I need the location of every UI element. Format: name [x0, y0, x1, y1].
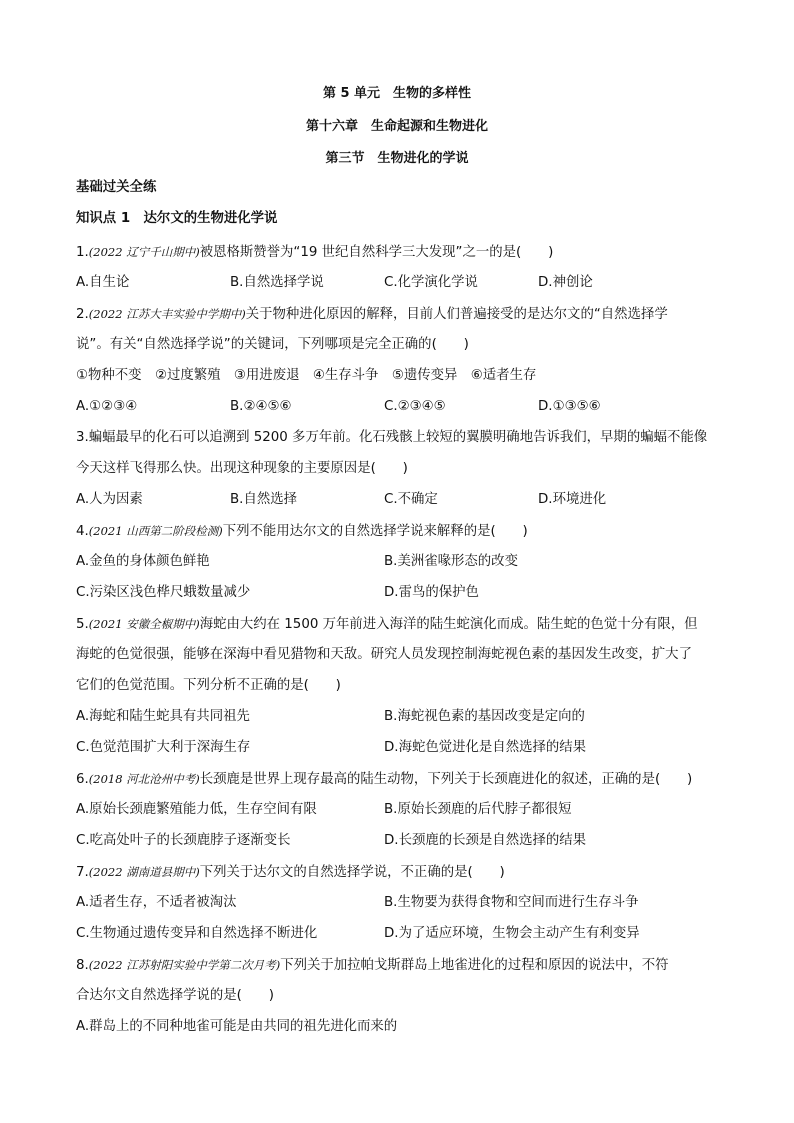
option-a[interactable]: A.原始长颈鹿繁殖能力低，生存空间有限 [76, 802, 317, 817]
question-stem-line: 它们的色觉范围。下列分析不正确的是( ) [76, 678, 341, 693]
question-7 [76, 860, 726, 953]
option-c[interactable]: C.色觉范围扩大利于深海生存 [76, 740, 251, 755]
option-c[interactable]: C.化学演化学说 [384, 275, 478, 290]
option-a[interactable]: A.①②③④ [76, 399, 138, 414]
option-a[interactable]: A.自生论 [76, 275, 130, 290]
question-6 [76, 767, 726, 860]
option-a[interactable]: A.群岛上的不同种地雀可能是由共同的祖先进化而来的 [76, 1019, 398, 1034]
question-stem-line: 5.(2021 安徽全椒期中)海蛇由大约在 1500 万年前进入海洋的陆生蛇演化而成。陆生蛇的色觉十分有限，但 [76, 617, 698, 632]
question-stem-line: 合达尔文自然选择学说的是( ) [76, 988, 274, 1003]
knowledge-point-heading: 知识点 1 达尔文的生物进化学说 [76, 211, 278, 226]
option-row [76, 736, 726, 767]
option-b[interactable]: B.②④⑤⑥ [230, 399, 292, 414]
option-row [76, 395, 726, 426]
option-a[interactable]: A.金鱼的身体颜色鲜艳 [76, 554, 210, 569]
option-d[interactable]: D.海蛇色觉进化是自然选择的结果 [384, 740, 587, 755]
question-stem-line: 6.(2018 河北沧州中考)长颈鹿是世界上现存最高的陆生动物，下列关于长颈鹿进化的叙述，正确的是( ) [76, 772, 693, 787]
chapter-title: 第十六章 生命起源和生物进化 [305, 119, 488, 134]
section-title: 第三节 生物进化的学说 [325, 151, 469, 166]
option-b[interactable]: B.美洲雀喙形态的改变 [384, 554, 518, 569]
option-d[interactable]: D.长颈鹿的长颈是自然选择的结果 [384, 833, 587, 848]
question-stem-line: 2.(2022 江苏大丰实验中学期中)关于物种进化原因的解释，目前人们普遍接受的是达尔文的“自然选择学 [76, 307, 668, 322]
option-a[interactable]: A.适者生存，不适者被淘汰 [76, 895, 237, 910]
option-b[interactable]: B.自然选择学说 [230, 275, 324, 290]
question-1 [76, 240, 726, 302]
question-stem-line: 3.蝙蝠最早的化石可以追溯到 5200 多万年前。化石残骸上较短的翼膜明确地告诉我们，早期的蝙蝠不能像 [76, 430, 708, 445]
option-b[interactable]: B.原始长颈鹿的后代脖子都很短 [384, 802, 572, 817]
question-stem-line: 1.(2022 辽宁千山期中)被恩格斯赞誉为“19 世纪自然科学三大发现”之一的是( ) [76, 245, 554, 260]
option-c[interactable]: C.吃高处叶子的长颈鹿脖子逐渐变长 [76, 833, 291, 848]
question-stem-line: 8.(2022 江苏射阳实验中学第二次月考)下列关于加拉帕戈斯群岛上地雀进化的过程和原因的说法中，不符 [76, 958, 669, 973]
option-row [76, 581, 726, 612]
question-source: (2021 山西第二阶段检测) [88, 524, 223, 538]
option-d[interactable]: D.雷鸟的保护色 [384, 585, 479, 600]
option-d[interactable]: D.神创论 [538, 275, 593, 290]
option-c[interactable]: C.生物通过遗传变异和自然选择不断进化 [76, 926, 318, 941]
question-stem-line: 说”。有关“自然选择学说”的关键词，下列哪项是完全正确的( ) [76, 337, 469, 352]
keyword-list: ①物种不变 ②过度繁殖 ③用进废退 ④生存斗争 ⑤遗传变异 ⑥适者生存 [76, 368, 537, 383]
option-b[interactable]: B.生物要为获得食物和空间而进行生存斗争 [384, 895, 639, 910]
option-row [76, 550, 726, 581]
question-stem-line: 7.(2022 湖南道县期中)下列关于达尔文的自然选择学说，不正确的是( ) [76, 865, 505, 880]
option-d[interactable]: D.①③⑤⑥ [538, 399, 601, 414]
practice-heading: 基础过关全练 [76, 180, 157, 195]
question-source: (2022 江苏大丰实验中学期中) [88, 307, 246, 321]
option-row [76, 488, 726, 519]
option-row [76, 705, 726, 736]
option-c[interactable]: C.不确定 [384, 492, 438, 507]
question-2 [76, 302, 726, 426]
question-stem-line: 4.(2021 山西第二阶段检测)下列不能用达尔文的自然选择学说来解释的是( ) [76, 524, 528, 539]
option-row [76, 922, 726, 953]
question-5 [76, 612, 726, 767]
question-source: (2022 湖南道县期中) [88, 865, 200, 879]
content [76, 178, 726, 1046]
option-b[interactable]: B.自然选择 [230, 492, 298, 507]
question-stem-line: 今天这样飞得那么快。出现这种现象的主要原因是( ) [76, 461, 408, 476]
option-row [76, 798, 726, 829]
question-4 [76, 519, 726, 612]
question-source: (2022 江苏射阳实验中学第二次月考) [88, 958, 281, 972]
option-b[interactable]: B.海蛇视色素的基因改变是定向的 [384, 709, 585, 724]
question-source: (2022 辽宁千山期中) [88, 245, 200, 259]
question-source: (2021 安徽全椒期中) [88, 617, 200, 631]
unit-title: 第 5 单元 生物的多样性 [322, 86, 472, 101]
question-3 [76, 426, 726, 519]
option-c[interactable]: C.②③④⑤ [384, 399, 446, 414]
option-d[interactable]: D.环境进化 [538, 492, 607, 507]
question-source: (2018 河北沧州中考) [88, 772, 200, 786]
question-stem-line: 海蛇的色觉很强，能够在深海中看见猎物和天敌。研究人员发现控制海蛇视色素的基因发生改变，扩大了 [76, 647, 692, 662]
option-row [76, 829, 726, 860]
option-c[interactable]: C.污染区浅色桦尺蛾数量减少 [76, 585, 251, 600]
option-d[interactable]: D.为了适应环境，生物会主动产生有利变异 [384, 926, 640, 941]
question-8 [76, 953, 726, 1046]
option-row [76, 271, 726, 302]
option-row [76, 891, 726, 922]
option-a[interactable]: A.海蛇和陆生蛇具有共同祖先 [76, 709, 250, 724]
option-a[interactable]: A.人为因素 [76, 492, 143, 507]
